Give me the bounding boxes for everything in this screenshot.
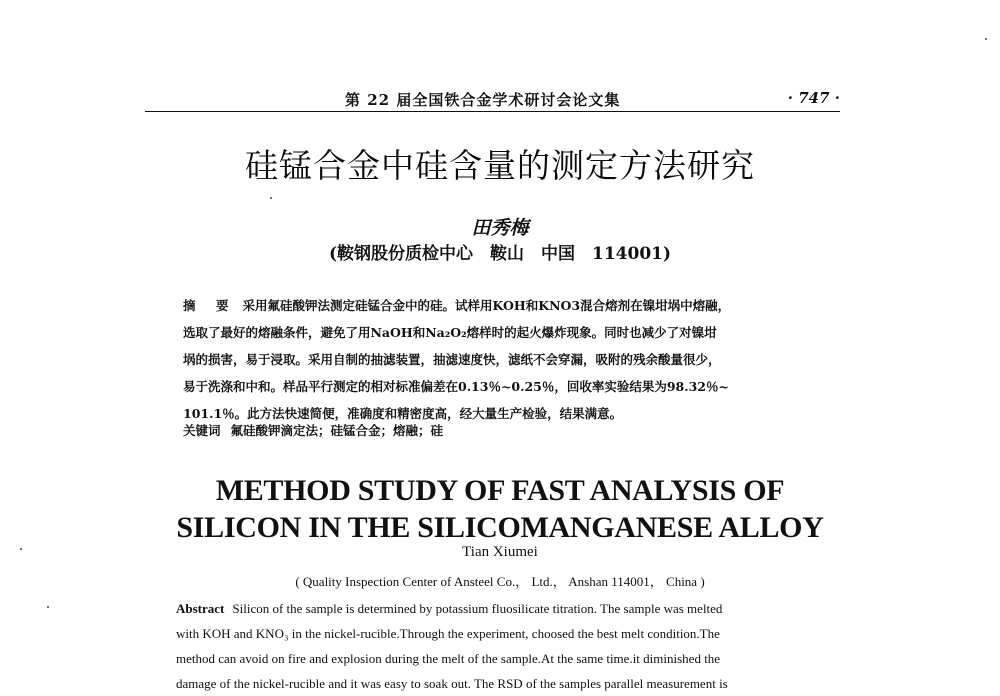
abstract-english-line: damage of the nickel-rucible and it was easy to soak out. The RSD of the samples parallel measurement is [176, 676, 728, 691]
paper-title-english [0, 472, 1000, 546]
abstract-chinese-label: 摘 要 [183, 298, 233, 313]
scan-speck [270, 197, 272, 199]
scan-speck [985, 38, 987, 40]
proceedings-title: 第 22 届全国铁合金学术研讨会论文集 [345, 91, 621, 109]
page-number: · 747 · [787, 89, 840, 107]
paper-title-english-line1: METHOD STUDY OF FAST ANALYSIS OF [215, 474, 785, 507]
keywords-chinese-label: 关键词 [183, 423, 221, 438]
running-header [145, 89, 840, 112]
keywords-chinese [183, 421, 823, 439]
abstract-english-label: Abstract [176, 601, 225, 616]
paper-title-english-line2: SILICON IN THE SILICOMANGANESE ALLOY [176, 511, 824, 544]
abstract-english-line: Silicon of the sample is determined by potassium fluosilicate titration. The sample was melted [232, 601, 723, 616]
author-chinese: 田秀梅 [471, 217, 529, 239]
affiliation-chinese: (鞍钢股份质检中心 鞍山 中国 114001) [328, 244, 672, 264]
abstract-chinese [183, 292, 823, 427]
abstract-english-line: method can avoid on fire and explosion during the melt of the sample.At the same time.it diminished the [176, 651, 721, 666]
abstract-english [176, 596, 830, 696]
scan-speck [20, 548, 22, 550]
abstract-chinese-line: 易于洗涤和中和。样品平行测定的相对标准偏差在0.13％~0.25％，回收率实验结果为98.32％~ [183, 379, 729, 394]
abstract-chinese-line: 采用氟硅酸钾法测定硅锰合金中的硅。试样用KOH和KNO3混合熔剂在镍坩埚中熔融， [242, 298, 731, 313]
paper-title-chinese: 硅锰合金中硅含量的测定方法研究 [245, 146, 755, 185]
affiliation-english: ( Quality Inspection Center of Ansteel Co.， Ltd.， Anshan 114001， China ) [295, 574, 705, 589]
abstract-english-line: with KOH and KNO₃ in the nickel-rucible.Through the experiment, choosed the best melt condition.The [176, 626, 720, 641]
author-english: Tian Xiumei [462, 544, 538, 560]
abstract-chinese-line: 埚的损害，易于浸取。采用自制的抽滤装置，抽滤速度快，滤纸不会穿漏，吸附的残余酸量很少， [183, 352, 721, 367]
keywords-chinese-text: 氟硅酸钾滴定法；硅锰合金；熔融；硅 [230, 423, 444, 438]
abstract-chinese-line: 101.1％。此方法快速简便，准确度和精密度高，经大量生产检验，结果满意。 [183, 406, 623, 421]
abstract-chinese-line: 选取了最好的熔融条件，避免了用NaOH和Na₂O₂熔样时的起火爆炸现象。同时也减少了对镍坩 [183, 325, 717, 340]
scan-speck [47, 606, 49, 608]
